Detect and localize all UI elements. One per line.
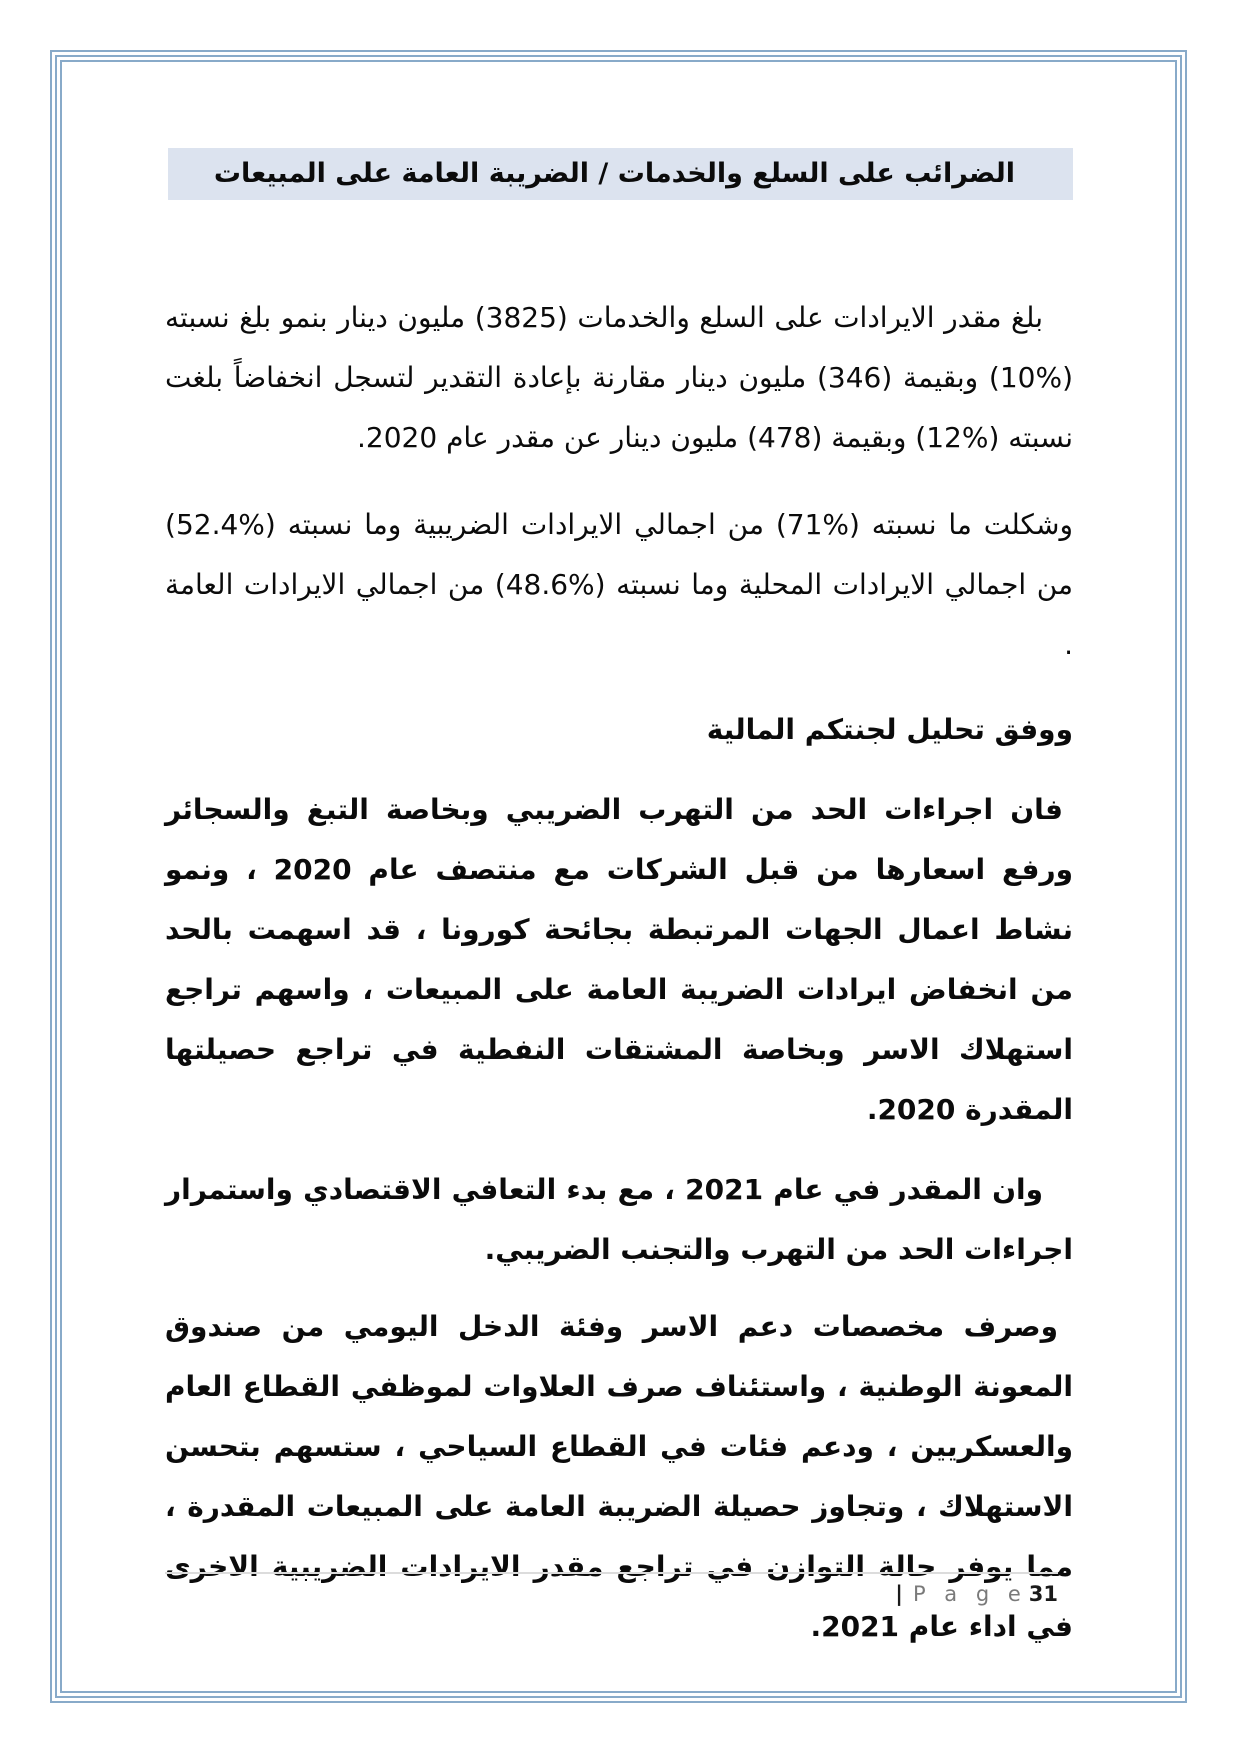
paragraph-tax-evasion-measures: فان اجراءات الحد من التهرب الضريبي وبخاصة التبغ والسجائر ورفع اسعارها من قبل الشركات مع منتصف عام 2020 ، ونمو نشاط اعمال الجهات المرتبطة بجائحة كورونا ، قد اسهمت بالحد من انخفاض ايرادات الضريبة العامة على المبيعات ، واسهم تراجع استهلاك الاسر وبخاصة المشتقات النفطية في تراجع حصيلتها المقدرة 2020.	[165, 793, 1073, 1126]
footer-page-label: P a g e	[912, 1582, 1027, 1606]
document-body	[165, 288, 1073, 1657]
paragraph-support-allocations: وصرف مخصصات دعم الاسر وفئة الدخل اليومي من صندوق المعونة الوطنية ، واستئناف صرف العلاوات لموظفي القطاع العام والعسكريين ، ودعم فئات في القطاع السياحي ، ستسهم بتحسن الاستهلاك ، وتجاوز حصيلة الضريبة العامة على المبيعات المقدرة ، مما يوفر حالة التوازن في تراجع مقدر الايرادات الضريبية الاخرى في اداء عام 2021.	[165, 1310, 1073, 1643]
section-header	[168, 148, 1073, 200]
footer-page-number: 31	[1028, 1582, 1058, 1606]
footer-pipe: |	[895, 1582, 903, 1606]
paragraph-2021-estimate: وان المقدر في عام 2021 ، مع بدء التعافي الاقتصادي واستمرار اجراءات الحد من التهرب والتجنب الضريبي.	[165, 1173, 1073, 1266]
paragraph-revenue-shares: وشكلت ما نسبته (%71) من اجمالي الايرادات الضريبية وما نسبته (%52.4) من اجمالي الايرادات المحلية وما نسبته (%48.6) من اجمالي الايرادات العامة .	[165, 508, 1074, 661]
section-header-title: الضرائب على السلع والخدمات / الضريبة العامة على المبيعات	[213, 158, 1015, 189]
page-footer	[165, 1572, 1058, 1606]
paragraph-committee-analysis-heading: ووفق تحليل لجنتكم المالية	[706, 713, 1073, 746]
paragraph-revenue-estimate: بلغ مقدر الايرادات على السلع والخدمات (3825) مليون دينار بنمو بلغ نسبته (%10) وبقيمة (346) مليون دينار مقارنة بإعادة التقدير لتسجل انخفاضاً بلغت نسبته (%12) وبقيمة (478) مليون دينار عن مقدر عام 2020.	[165, 301, 1074, 454]
